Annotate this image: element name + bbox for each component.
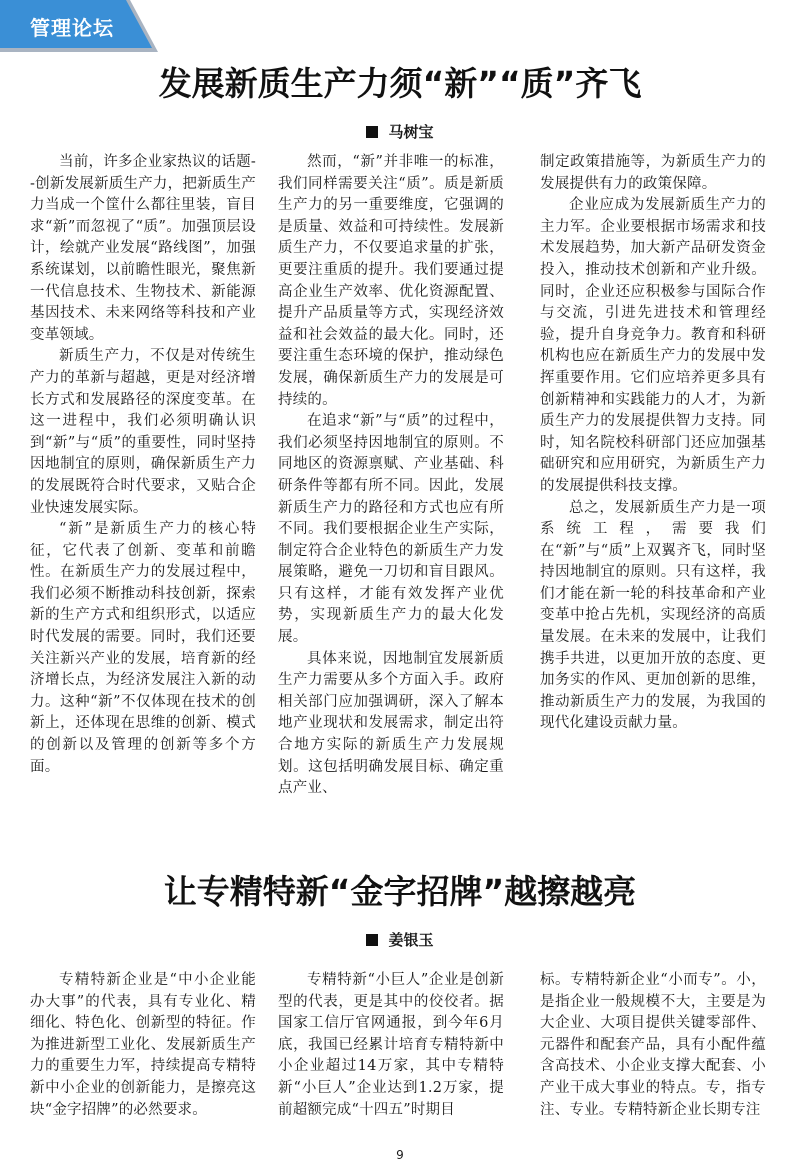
- paragraph: 企业应成为发展新质生产力的主力军。企业要根据市场需求和技术发展趋势，加大新产品研发资金投入，推动技术创新和产业升级。同时，企业还应积极参与国际合作与交流，引进先进技术和管理经验，提升自身竞争力。教育和科研机构也应在新质生产力的发展中发挥重要作用。它们应培养更多具有创新精神和实践能力的人才，为新质生产力的发展提供智力支持。同时，知名院校科研部门还应加强基础研究和应用研究，为新质生产力的发展提供科技支撑。: [540, 197, 766, 494]
- section-tag-label: 管理论坛: [30, 16, 114, 40]
- article2-title: 让专精特新“金字招牌”越擦越亮: [163, 872, 637, 911]
- paragraph: 当前，许多企业家热议的话题--创新发展新质生产力，把新质生产力当成一个筐什么都往里装，盲目求“新”而忽视了“质”。加强顶层设计，绘就产业发展“路线图”，加强系统谋划，以前瞻性眼光，聚焦新一代信息技术、生物技术、新能源基因技术、未来网络等科技和产业变革领域。: [30, 154, 256, 343]
- article1-byline: [0, 121, 800, 142]
- article2-column-3: [540, 970, 766, 1121]
- article1-author: 马树宝: [388, 123, 434, 141]
- section-tag: [0, 0, 160, 56]
- paragraph: 总之，发展新质生产力是一项系统工程，需要我们在“新”与“质”上双翼齐飞，同时坚持因地制宜的原则。只有这样，我们才能在新一轮的科技革命和产业变革中抢占先机，实现经济的高质量发展。在未来的发展中，让我们携手共进，以更加开放的态度、更加务实的作风、更加创新的思维，推动新质生产力的发展，为我国的现代化建设贡献力量。: [540, 499, 766, 732]
- paragraph: 专精特新企业是“中小企业能办大事”的代表，具有专业化、精细化、特色化、创新型的特征。作为推进新型工业化、发展新质生产力的重要生力军，持续提高专精特新中小企业的创新能力，是擦亮这块“金字招牌”的必然要求。: [30, 972, 256, 1118]
- paragraph: “新”是新质生产力的核心特征，它代表了创新、变革和前瞻性。在新质生产力的发展过程中，我们必须不断推动科技创新，探索新的生产方式和组织形式，以适应时代发展的需要。同时，我们还要关注新兴产业的发展，培育新的经济增长点，为经济发展注入新的动力。这种“新”不仅体现在技术的创新上，还体现在思维的创新、模式的创新以及管理的创新等多个方面。: [30, 521, 256, 775]
- article2-column-2: [278, 970, 504, 1121]
- paragraph: 在追求“新”与“质”的过程中，我们必须坚持因地制宜的原则。不同地区的资源禀赋、产业基础、科研条件等都有所不同。因此，发展新质生产力的路径和方式也应有所不同。我们要根据企业生产实际，制定符合企业特色的新质生产力发展策略，避免一刀切和盲目跟风。只有这样，才能有效发挥产业优势，实现新质生产力的最大化发展。: [278, 413, 504, 646]
- paragraph: 专精特新“小巨人”企业是创新型的代表，更是其中的佼佼者。据国家工信厅官网通报，到今年6月底，我国已经累计培育专精特新中小企业超过14万家，其中专精特新“小巨人”企业达到1.2万家，提前超额完成“十四五”时期目: [278, 972, 504, 1118]
- article1-title: 发展新质生产力须“新”“质”齐飞: [158, 64, 642, 103]
- paragraph: 标。专精特新企业“小而专”。小，是指企业一般规模不大，主要是为大企业、大项目提供关键零部件、元器件和配套产品，具有小配件蕴含高技术、小企业支撑大配套、小产业干成大事业的特点。专，指专注、专业。专精特新企业长期专注: [540, 972, 766, 1118]
- article1-column-3: [540, 152, 766, 735]
- article2-byline: [0, 929, 800, 950]
- article1-column-2: [278, 152, 504, 800]
- article1-column-1: [30, 152, 256, 778]
- paragraph: 具体来说，因地制宜发展新质生产力需要从多个方面入手。政府相关部门应加强调研，深入了解本地产业现状和发展需求，制定出符合地方实际的新质生产力发展规划。这包括明确发展目标、确定重点产业、: [278, 650, 504, 797]
- article2-column-1: [30, 970, 256, 1121]
- page-number: 9: [396, 1148, 404, 1162]
- article2-author: 姜银玉: [388, 931, 434, 949]
- paragraph: 然而，“新”并非唯一的标准，我们同样需要关注“质”。质是新质生产力的另一重要维度，它强调的是质量、效益和可持续性。发展新质生产力，不仅要追求量的扩张，更要注重质的提升。我们要通过提高企业生产效率、优化资源配置、提升产品质量等方式，实现经济效益和社会效益的最大化。同时，还要注重生态环境的保护，推动绿色发展，确保新质生产力的发展是可持续的。: [278, 154, 504, 408]
- paragraph: 新质生产力，不仅是对传统生产力的革新与超越，更是对经济增长方式和发展路径的深度变革。在这一进程中，我们必须明确认识到“新”与“质”的重要性，同时坚持因地制宜的原则，确保新质生产力的发展既符合时代要求，又贴合企业快速发展实际。: [30, 348, 256, 516]
- square-bullet-icon: [366, 934, 378, 946]
- square-bullet-icon: [366, 126, 378, 138]
- paragraph: 制定政策措施等，为新质生产力的发展提供有力的政策保障。: [540, 154, 766, 192]
